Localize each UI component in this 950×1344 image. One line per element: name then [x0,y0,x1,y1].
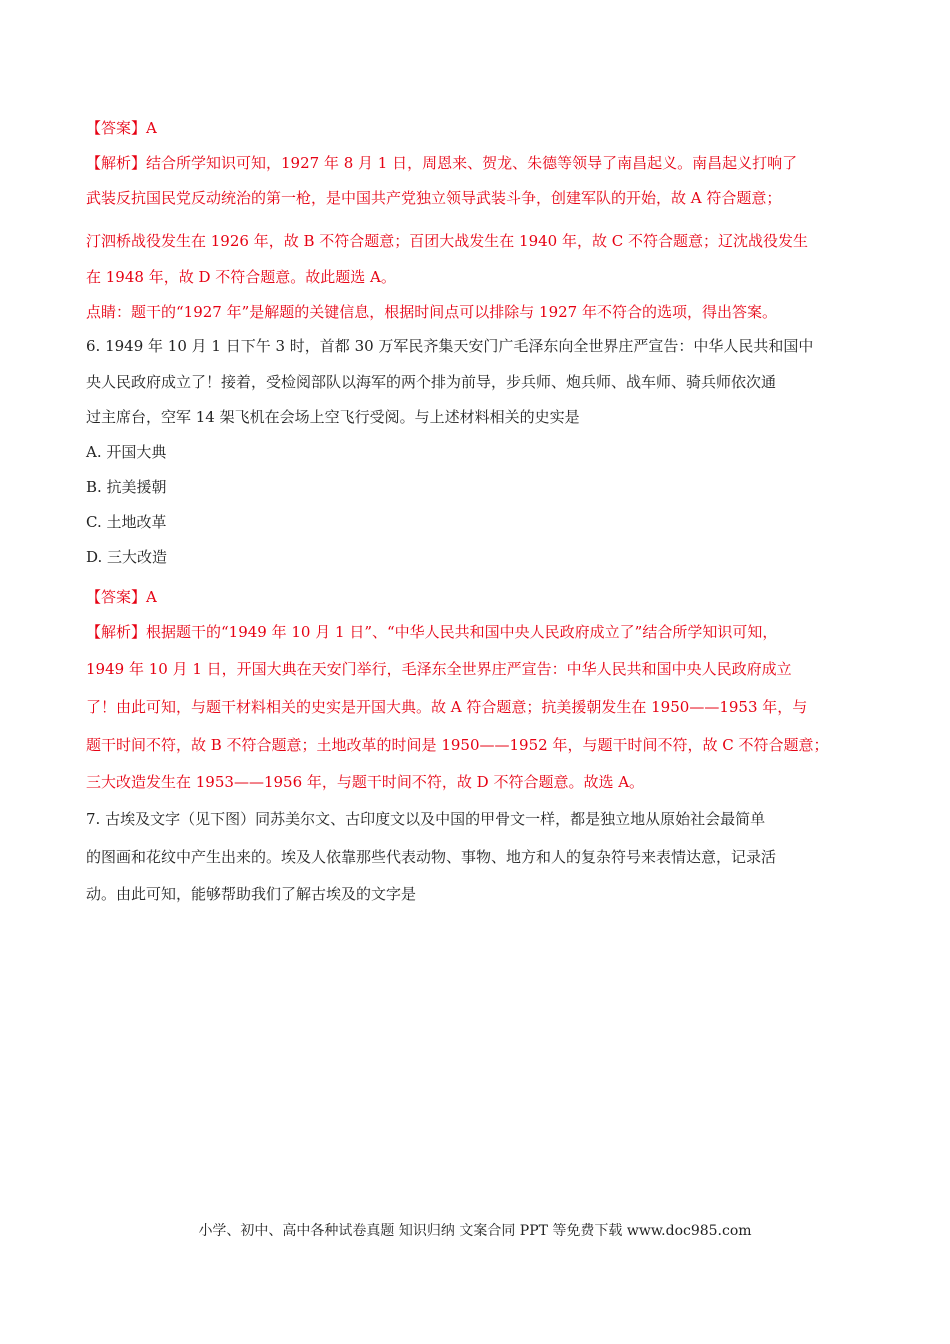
q5-analysis-line-3: 汀泗桥战役发生在 1926 年，故 B 不符合题意；百团大战发生在 1940 年，故 C 不符合题意；辽沈战役发生 [86,232,808,250]
q6-stem-line-2: 央人民政府成立了！接着，受检阅部队以海军的两个排为前导，步兵师、炮兵师、战车师、骑兵师依次通 [86,373,777,391]
q6-analysis-line-4: 题干时间不符，故 B 不符合题意；土地改革的时间是 1950——1952 年，与题干时间不符，故 C 不符合题意； [86,736,829,754]
q5-analysis-line-1: 【解析】结合所学知识可知，1927 年 8 月 1 日，周恩来、贺龙、朱德等领导了南昌起义。南昌起义打响了 [86,154,798,172]
page-footer: 小学、初中、高中各种试卷真题 知识归纳 文案合同 PPT 等免费下载 www.doc985.com [198,1223,752,1239]
q6-stem-line-1: 6. 1949 年 10 月 1 日下午 3 时，首都 30 万军民齐集天安门广毛泽东向全世界庄严宣告：中华人民共和国中 [86,337,814,355]
q7-stem-line-2: 的图画和花纹中产生出来的。埃及人依靠那些代表动物、事物、地方和人的复杂符号来表情达意，记录活 [86,848,777,866]
q6-answer: 【答案】A [86,588,157,606]
q5-answer: 【答案】A [86,119,157,137]
q6-analysis-line-5: 三大改造发生在 1953——1956 年，与题干时间不符，故 D 不符合题意。故选 A。 [86,773,645,791]
q6-option-a: A. 开国大典 [86,443,167,461]
q6-option-c: C. 土地改革 [86,513,167,531]
q7-stem-line-1: 7. 古埃及文字（见下图）同苏美尔文、古印度文以及中国的甲骨文一样，都是独立地从原始社会最简单 [86,810,766,828]
q5-tip: 点睛：题干的“1927 年”是解题的关键信息，根据时间点可以排除与 1927 年不符合的选项，得出答案。 [86,303,777,321]
q6-stem-line-3: 过主席台，空军 14 架飞机在会场上空飞行受阅。与上述材料相关的史实是 [86,408,580,426]
q6-analysis-line-2: 1949 年 10 月 1 日，开国大典在天安门举行，毛泽东全世界庄严宣告：中华人民共和国中央人民政府成立 [86,660,792,678]
question-7 [86,807,876,917]
q7-stem-line-3: 动。由此可知，能够帮助我们了解古埃及的文字是 [86,885,417,903]
q6-analysis-line-3: 了！由此可知，与题干材料相关的史实是开国大典。故 A 符合题意；抗美援朝发生在 1950——1953 年，与 [86,698,808,716]
question-6 [86,334,876,804]
q6-analysis-line-1: 【解析】根据题干的“1949 年 10 月 1 日”、“中华人民共和国中央人民政府成立了”结合所学知识可知， [86,623,778,641]
q6-option-d: D. 三大改造 [86,548,168,566]
q5-analysis-line-4: 在 1948 年，故 D 不符合题意。故此题选 A。 [86,268,396,286]
q5-analysis-line-2: 武装反抗国民党反动统治的第一枪，是中国共产党独立领导武装斗争，创建军队的开始，故 A 符合题意； [86,189,782,207]
question-5-answer-section [86,116,876,336]
q6-option-b: B. 抗美援朝 [86,478,167,496]
